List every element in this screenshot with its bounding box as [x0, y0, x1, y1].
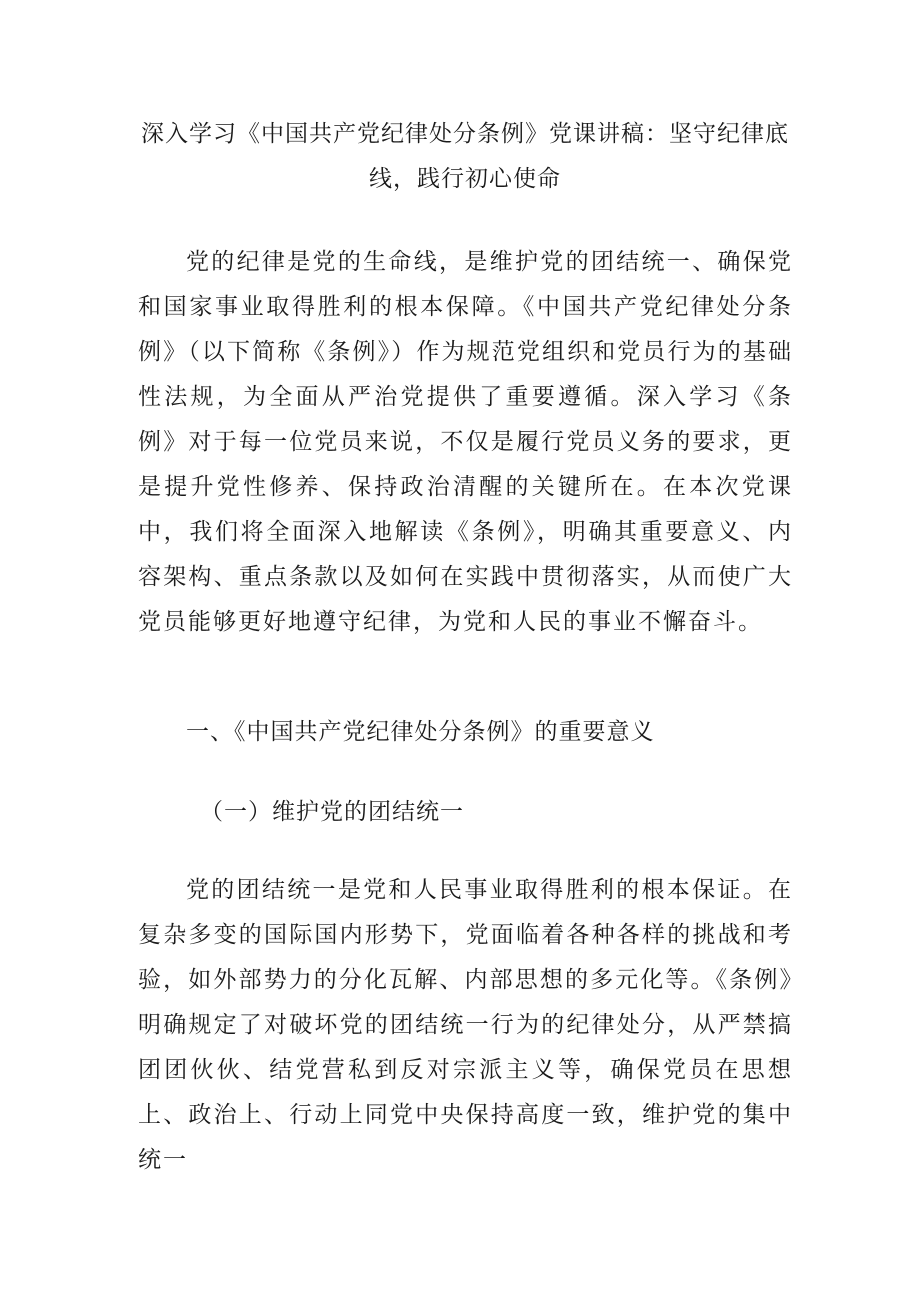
subsection-body-paragraph: 党的团结统一是党和人民事业取得胜利的根本保证。在复杂多变的国际国内形势下，党面临着各种各样的挑战和考验，如外部势力的分化瓦解、内部思想的多元化等。《条例》明确规定了对破坏党的团结统一行为的纪律处分，从严禁搞团团伙伙、结党营私到反对宗派主义等，确保党员在思想上、政治上、行动上同党中央保持高度一致，维护党的集中统一: [138, 877, 793, 1173]
section-heading: 一、《中国共产党纪律处分条例》的重要意义: [186, 719, 655, 745]
subsection-heading: （一）维护党的团结统一: [200, 799, 464, 825]
intro-paragraph: 党的纪律是党的生命线，是维护党的团结统一、确保党和国家事业取得胜利的根本保障。《中国共产党纪律处分条例》（以下简称《条例》）作为规范党组织和党员行为的基础性法规，为全面从严治党提供了重要遵循。深入学习《条例》对于每一位党员来说，不仅是履行党员义务的要求，更是提升党性修养、保持政治清醒的关键所在。在本次党课中，我们将全面深入地解读《条例》，明确其重要意义、内容架构、重点条款以及如何在实践中贯彻落实，从而使广大党员能够更好地遵守纪律，为党和人民的事业不懈奋斗。: [138, 249, 793, 635]
document-title: 深入学习《中国共产党纪律处分条例》党课讲稿：坚守纪律底线，践行初心使命: [141, 121, 789, 192]
